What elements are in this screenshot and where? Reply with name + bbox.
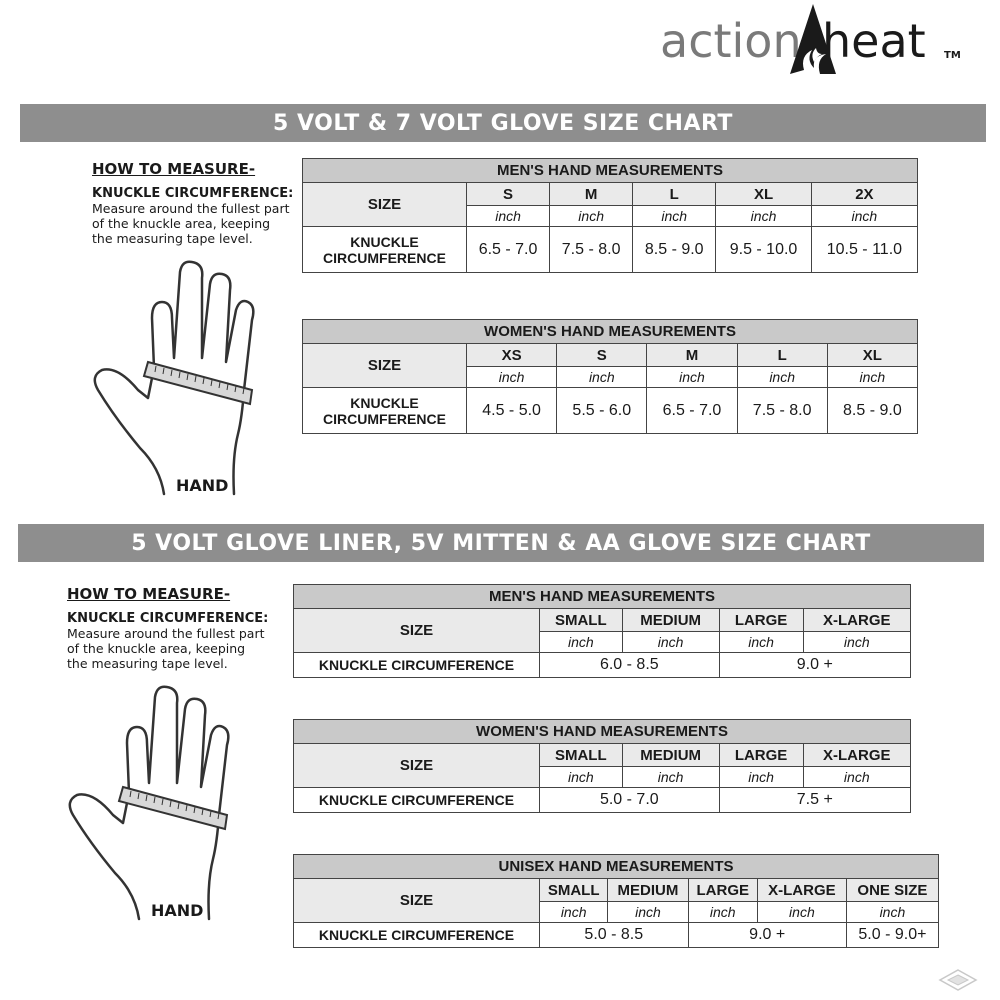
hand-label: HAND — [176, 476, 229, 495]
size-l: L — [633, 183, 716, 206]
knuckle-label-line1: KNUCKLE — [350, 394, 419, 411]
size-xl: XL — [827, 344, 917, 367]
unit-label: inch — [540, 767, 623, 788]
unit-label: inch — [550, 206, 633, 227]
size-header: SIZE — [294, 879, 540, 923]
unit-label: inch — [622, 767, 719, 788]
mens-size-table-5v-7v — [302, 158, 918, 273]
size-medium: MEDIUM — [608, 879, 688, 902]
size-large: LARGE — [719, 609, 803, 632]
size-xs: XS — [467, 344, 557, 367]
table-title: MEN'S HAND MEASUREMENTS — [303, 159, 918, 183]
size-large: LARGE — [688, 879, 757, 902]
table-title: WOMEN'S HAND MEASUREMENTS — [294, 720, 911, 744]
table-title: WOMEN'S HAND MEASUREMENTS — [303, 320, 918, 344]
value-m: 6.5 - 7.0 — [647, 388, 737, 434]
hand-label: HAND — [151, 901, 204, 920]
brand-logo — [660, 4, 960, 74]
how-to-title: HOW TO MEASURE- — [67, 585, 231, 603]
value-xs: 4.5 - 5.0 — [467, 388, 557, 434]
unit-label: inch — [467, 206, 550, 227]
knuckle-row-label: KNUCKLE CIRCUMFERENCE — [294, 788, 540, 813]
size-small: SMALL — [540, 609, 623, 632]
hand-measuring-illustration — [90, 258, 265, 498]
diamond-watermark-icon — [938, 968, 978, 996]
unit-label: inch — [716, 206, 811, 227]
size-medium: MEDIUM — [622, 609, 719, 632]
table-title: UNISEX HAND MEASUREMENTS — [294, 855, 939, 879]
logo-word-action: action — [660, 14, 802, 68]
unit-label: inch — [540, 902, 608, 923]
value-large-x-large: 9.0 + — [719, 653, 910, 678]
size-header: SIZE — [303, 344, 467, 388]
value-small-medium: 5.0 - 8.5 — [540, 923, 689, 948]
unit-label: inch — [803, 767, 910, 788]
section-banner-liner-mitten-aa — [18, 524, 984, 562]
mens-size-table-liner — [293, 584, 911, 678]
value-m: 7.5 - 8.0 — [550, 227, 633, 273]
how-to-title: HOW TO MEASURE- — [92, 160, 256, 178]
unit-label: inch — [608, 902, 688, 923]
how-to-measure-2 — [67, 585, 268, 671]
size-2x: 2X — [811, 183, 917, 206]
unit-label: inch — [719, 767, 803, 788]
size-small: SMALL — [540, 879, 608, 902]
value-small-medium: 6.0 - 8.5 — [540, 653, 720, 678]
section-banner-5v-7v — [20, 104, 986, 142]
womens-size-table-5v-7v — [302, 319, 918, 434]
size-s: S — [557, 344, 647, 367]
value-one-size: 5.0 - 9.0+ — [846, 923, 938, 948]
size-x-large: X-LARGE — [803, 609, 910, 632]
value-large-x-large: 9.0 + — [688, 923, 846, 948]
size-small: SMALL — [540, 744, 623, 767]
value-2x: 10.5 - 11.0 — [811, 227, 917, 273]
unit-label: inch — [803, 632, 910, 653]
size-header: SIZE — [294, 744, 540, 788]
logo-trademark: TM — [944, 50, 961, 61]
knuckle-label-line2: CIRCUMFERENCE — [323, 249, 446, 266]
unit-label: inch — [827, 367, 917, 388]
value-xl: 9.5 - 10.0 — [716, 227, 811, 273]
unit-label: inch — [719, 632, 803, 653]
value-large-x-large: 7.5 + — [719, 788, 910, 813]
size-x-large: X-LARGE — [757, 879, 846, 902]
unit-label: inch — [647, 367, 737, 388]
logo-word-heat: heat — [822, 14, 926, 68]
hand-measuring-illustration — [65, 683, 240, 923]
value-l: 8.5 - 9.0 — [633, 227, 716, 273]
value-s: 6.5 - 7.0 — [467, 227, 550, 273]
value-small-medium: 5.0 - 7.0 — [540, 788, 720, 813]
value-xl: 8.5 - 9.0 — [827, 388, 917, 434]
size-medium: MEDIUM — [622, 744, 719, 767]
unit-label: inch — [737, 367, 827, 388]
size-header: SIZE — [294, 609, 540, 653]
size-x-large: X-LARGE — [803, 744, 910, 767]
how-to-subtitle: KNUCKLE CIRCUMFERENCE: — [92, 186, 294, 201]
how-to-measure-1 — [92, 160, 293, 246]
womens-size-table-liner — [293, 719, 911, 813]
knuckle-row-label — [303, 388, 467, 434]
knuckle-label-line1: KNUCKLE — [350, 233, 419, 250]
how-to-subtitle: KNUCKLE CIRCUMFERENCE: — [67, 611, 269, 626]
unit-label: inch — [467, 367, 557, 388]
unit-label: inch — [846, 902, 938, 923]
size-s: S — [467, 183, 550, 206]
how-to-description: Measure around the fullest part of the knuckle area, keeping the measuring tape level. — [92, 201, 290, 246]
size-xl: XL — [716, 183, 811, 206]
unit-label: inch — [540, 632, 623, 653]
value-s: 5.5 - 6.0 — [557, 388, 647, 434]
unit-label: inch — [622, 632, 719, 653]
banner-title: 5 VOLT GLOVE LINER, 5V MITTEN & AA GLOVE SIZE CHART — [131, 530, 871, 556]
how-to-description: Measure around the fullest part of the knuckle area, keeping the measuring tape level. — [67, 626, 265, 671]
unisex-size-table — [293, 854, 939, 948]
size-l: L — [737, 344, 827, 367]
knuckle-row-label — [303, 227, 467, 273]
size-m: M — [550, 183, 633, 206]
unit-label: inch — [757, 902, 846, 923]
knuckle-label-line2: CIRCUMFERENCE — [323, 410, 446, 427]
size-m: M — [647, 344, 737, 367]
knuckle-row-label: KNUCKLE CIRCUMFERENCE — [294, 923, 540, 948]
size-large: LARGE — [719, 744, 803, 767]
banner-title: 5 VOLT & 7 VOLT GLOVE SIZE CHART — [273, 110, 733, 136]
knuckle-row-label: KNUCKLE CIRCUMFERENCE — [294, 653, 540, 678]
unit-label: inch — [811, 206, 917, 227]
size-one-size: ONE SIZE — [846, 879, 938, 902]
value-l: 7.5 - 8.0 — [737, 388, 827, 434]
unit-label: inch — [633, 206, 716, 227]
unit-label: inch — [688, 902, 757, 923]
table-title: MEN'S HAND MEASUREMENTS — [294, 585, 911, 609]
size-header: SIZE — [303, 183, 467, 227]
unit-label: inch — [557, 367, 647, 388]
